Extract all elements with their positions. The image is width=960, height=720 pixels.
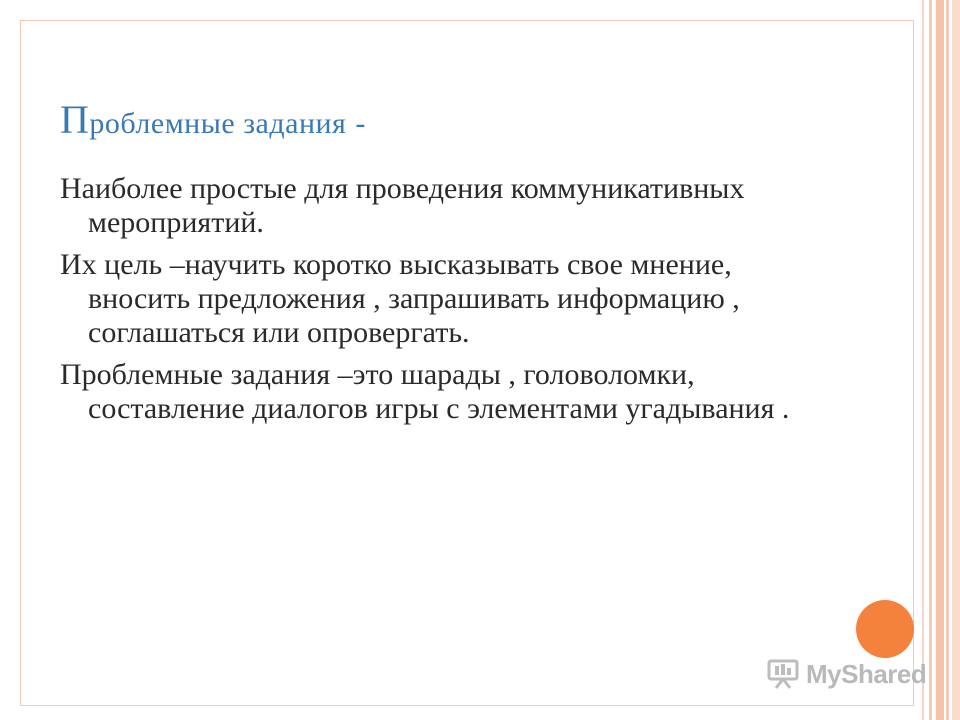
decor-stripe [922,0,924,720]
body-paragraph: Проблемные задания –это шарады , головоломки, составление диалогов игры с элементами угадывания . [60,358,790,425]
title-dash: - [355,107,366,140]
decor-stripe [929,0,932,720]
slide-body [60,172,820,434]
title-text: роблемные задания [89,107,347,140]
body-paragraph: Наиболее простые для проведения коммуникативных мероприятий. [60,172,745,239]
decor-stripe [952,0,960,720]
watermark-text: MyShared [806,658,927,689]
slide-title [60,96,366,143]
title-first-letter: П [60,97,90,142]
presentation-screen-icon [766,658,800,690]
body-paragraph: Их цель –научить коротко высказывать свое мнение, вносить предложения , запрашивать информацию , соглашаться или опровергать. [60,248,740,349]
myshared-watermark [766,656,926,692]
decor-stripe [936,0,944,720]
decor-stripe [946,0,949,720]
orange-circle-decoration [856,600,914,658]
